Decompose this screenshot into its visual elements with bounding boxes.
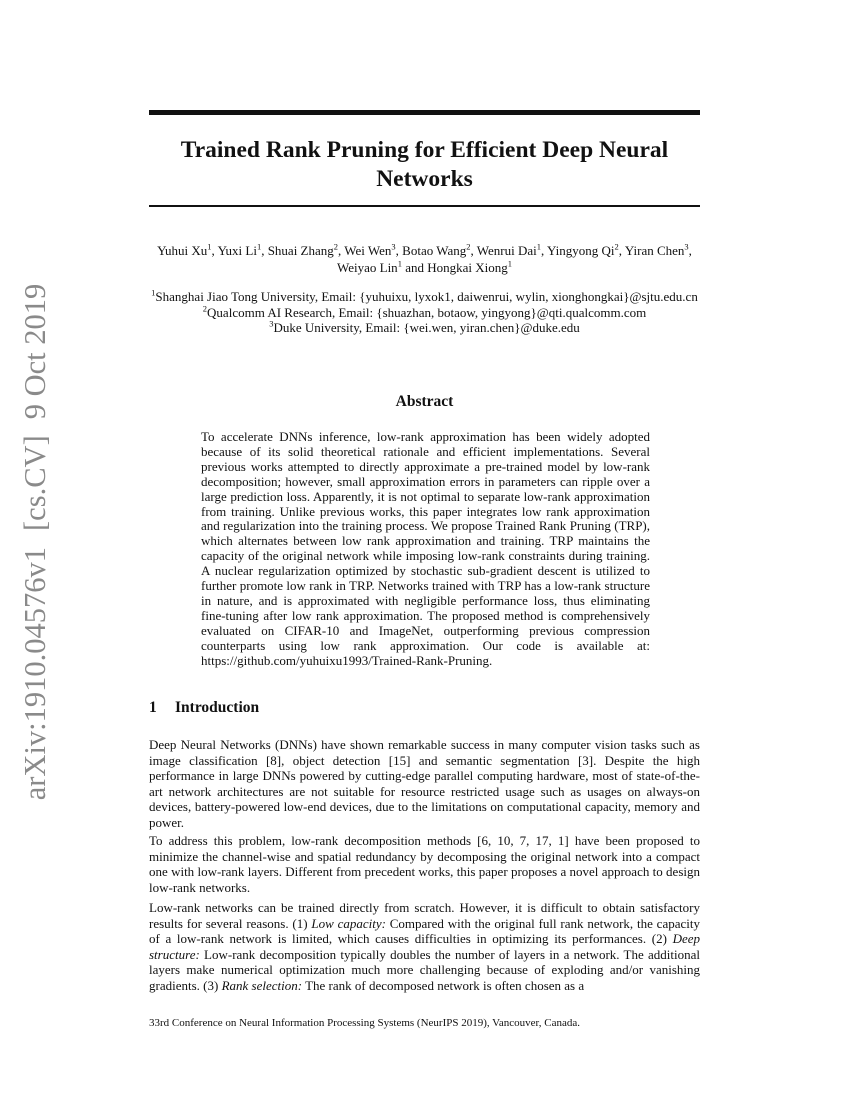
author-affiliation-marker: 1 [256,241,262,252]
author-affiliation-marker: 2 [333,241,339,252]
author-name: Yingyong Qi [547,243,615,258]
author-name: Yuhui Xu [157,243,208,258]
author-name: Hongkai Xiong [427,260,508,275]
affiliation-3: $^3$Duke University, Email: {wei.wen, yiran.chen}@duke.edu [269,318,580,335]
section-heading-introduction [149,699,259,717]
author-affiliation-marker: 3 [684,241,689,252]
intro-paragraph-3: Low-rank networks can be trained directly from scratch. However, it is difficult to obtain satisfactory results for several reasons. (1) Low capacity: Compared with the original full rank network, the capacity of a low-rank network is limited, which causes difficulties in optimizing its performances. (2) Deep structure: Low-rank decomposition typically doubles the number of layers in a network. The additional layers make numerical optimization much more challenging because of exploding and/or vanishing gradients. (3) Rank selection: The rank of decomposed network is often chosen as a [149,900,700,993]
author-name: Shuai Zhang [267,243,334,258]
author-list: Yuhui Xu$^1$, Yuxi Li$^1$, Shuai Zhang$^2$, Wei Wen$^3$, Botao Wang$^2$, Wenrui Dai$^1$, Yingyong Qi$^2$, Yiran Chen$^3$, Weiyao Lin$^1$ and Hongkai Xiong$^1$ [157,241,692,275]
arxiv-date: 9 Oct 2019 [18,283,52,420]
author-name: Wei Wen [344,243,392,258]
term-deep-structure: Deep structure: [149,931,700,962]
section-title: Introduction [175,699,260,716]
paper-title: Trained Rank Pruning for Efficient Deep Neural Networks [180,137,669,192]
author-name: Yiran Chen [624,243,685,258]
author-affiliation-marker: 2 [466,241,471,252]
arxiv-stamp [12,283,58,801]
author-affiliation-marker: 1 [536,241,541,252]
author-affiliation-marker: 1 [207,241,212,252]
intro-paragraph-1: Deep Neural Networks (DNNs) have shown remarkable success in many computer vision tasks such as image classification [8], object detection [15] and semantic segmentation [3]. Despite the high performance in large DNNs powered by cutting-edge parallel computing hardware, most of state-of-the-art network architectures are not suitable for resource restricted usage such as usages on always-on devices, battery-powered low-end devices, due to the limitations on computational capacity, memory and power. [149,737,700,830]
term-low-capacity: Low capacity: [311,915,386,931]
affiliations [149,289,700,336]
affiliation-2: $^2$Qualcomm AI Research, Email: {shuazhan, botaow, yingyong}@qti.qualcomm.com [202,303,647,320]
author-name: Botao Wang [402,243,467,258]
author-name: Yuxi Li [217,243,257,258]
author-affiliation-marker: 1 [397,258,402,269]
arxiv-category: [cs.CV] [18,435,52,531]
author-affiliation-marker: 3 [391,241,396,252]
abstract-heading: Abstract [395,393,454,410]
term-rank-selection: Rank selection: [221,977,303,993]
title-top-rule [149,110,700,115]
conference-footnote: 33rd Conference on Neural Information Processing Systems (NeurIPS 2019), Vancouver, Canada. [149,1017,581,1029]
author-name: Wenrui Dai [476,243,537,258]
author-affiliation-marker: 2 [614,241,619,252]
affiliation-1: $^1$Shanghai Jiao Tong University, Email: {yuhuixu, lyxok1, daiwenrui, wylin, xionghongkai}@sjtu.edu.cn [151,287,698,304]
author-affiliation-marker: 1 [507,258,512,269]
abstract-text: To accelerate DNNs inference, low-rank approximation has been widely adopted because of its solid theoretical rationale and efficient implementations. Several previous works attempted to directly approximate a pre-trained model by low-rank decomposition; however, small approximation errors in parameters can ripple over a large prediction loss. Apparently, it is not optimal to separate low-rank approximation from training. Unlike previous works, this paper integrates low rank approximation and regularization into the training process. We propose Trained Rank Pruning (TRP), which alternates between low rank approximation and training. TRP maintains the capacity of the original network while imposing low-rank constraints during training. A nuclear regularization optimized by stochastic sub-gradient descent is utilized to further promote low rank in TRP. Networks trained with TRP has a low-rank structure in nature, and is approximated with negligible performance loss, thus eliminating fine-tuning after low rank approximation. The proposed method is comprehensively evaluated on CIFAR-10 and ImageNet, outperforming previous compression counterparts using low rank approximation. Our code is available at: https://github.com/yuhuixu1993/Trained-Rank-Pruning. [201,429,650,668]
title-bottom-rule [149,205,700,207]
intro-paragraph-2: To address this problem, low-rank decomposition methods [6, 10, 7, 17, 1] have been proposed to minimize the channel-wise and spatial redundancy by decomposing the original network into a compact one with low-rank layers. Different from precedent works, this paper proposes a novel approach to design low-rank networks. [149,833,700,895]
arxiv-id: arXiv:1910.04576v1 [18,546,52,801]
author-name: Weiyao Lin [337,260,398,275]
section-number: 1 [149,699,157,716]
